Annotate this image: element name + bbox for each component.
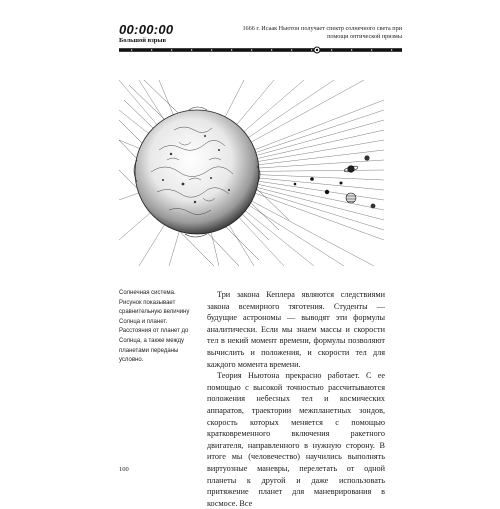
chapter-clock: 00:00:00: [119, 22, 174, 37]
page-number: 100: [119, 466, 129, 473]
timeline-note: 1666 г. Исаак Ньютон получает спектр солнечного света при помощи оптической призмы: [242, 25, 402, 40]
paragraph: Три закона Кеплера являются следствиями закона всемирного тяготения. Студенты — будущие астрономы — выводят эти формулы аналитически. Если мы знаем массы и скорости тел в некий момент времени, формулы позволяют вычислить и положения, и скорости тел для каждого момента времени.: [207, 290, 385, 369]
paragraph: Теория Ньютона прекрасно работает. С ее помощью с высокой точностью рассчитываются положения небесных тел и космических аппаратов, траектории межпланетных зондов, скорость которых меняется с помощью кратковременного включения ракетного двигателя, направленного в нужную сторону. В итоге мы (человечество) научились выполнять виртуозные маневры, перелетать от одной планеты к другой и даже использовать притяжение планет для маневрирования в космосе. Все: [207, 371, 385, 508]
solar-system-illustration: [119, 80, 384, 266]
timeline-bar: [119, 46, 402, 54]
figure-caption: Солнечная система. Рисунок показывает сравнительную величину Солнца и планет. Расстояния от планет до Солнца, а также между планетами переданы условно.: [119, 290, 190, 364]
body-text: [207, 289, 385, 509]
chapter-subtitle: Большой взрыв: [119, 37, 166, 44]
